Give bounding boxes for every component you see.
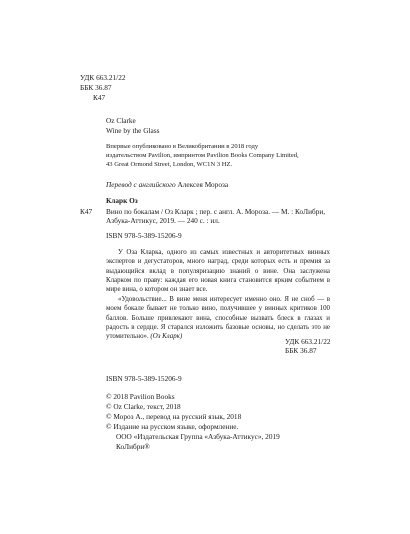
copyright-line-3: © Мороз А., перевод на русский язык, 2018	[106, 412, 242, 421]
header-bbk: ББК 36.87	[80, 83, 112, 92]
footer-bbk: ББК 36.87	[285, 346, 317, 355]
copyright-line-4: © Издание на русском языке, оформление.	[106, 422, 239, 431]
translator-name: Алексея Мороза	[177, 180, 229, 189]
original-title: Wine by the Glass	[106, 126, 160, 135]
original-author: Oz Clarke	[106, 116, 136, 125]
copyright-line-2: © Oz Clarke, текст, 2018	[106, 402, 181, 411]
copyright-line-6: КоЛибри®	[116, 442, 150, 451]
catalog-isbn: ISBN 978-5-389-15206-9	[106, 231, 182, 240]
translation-credit	[106, 180, 228, 189]
header-udk: УДК 663.21/22	[80, 73, 126, 82]
original-pub-line-2: издательством Pavilion, импринтом Pavilion Books Company Limited,	[106, 152, 299, 159]
bottom-isbn: ISBN 978-5-389-15206-9	[106, 374, 182, 383]
footer-udk: УДК 663.21/22	[285, 337, 331, 346]
annotation-quote-source: (Оз Кларк)	[150, 333, 183, 341]
annotation-paragraph-2	[106, 295, 330, 341]
original-pub-line-1: Впервые опубликовано в Великобритании в 2018 году	[106, 143, 259, 150]
copyright-line-1: © 2018 Pavilion Books	[106, 392, 175, 401]
translation-label: Перевод с английского	[106, 180, 176, 189]
catalog-mark: К47	[80, 207, 93, 216]
annotation-quote: «Удовольствие... В вине меня интересует именно оно. Я не сноб — в моем бокале бывает не только вино, получившее у винных критиков 100 баллов. Больше привлекают вина, способные вызвать блеск в глазах и радость в сердце. Я старался изложить базовые основы, но сделать это не утомительно».	[106, 296, 330, 341]
catalog-description-line-1: Вино по бокалам / Оз Кларк ; пер. с англ. А. Мороза. — М. : КоЛибри,	[106, 207, 326, 216]
copyright-line-5: ООО «Издательская Группа «Азбука-Аттикус», 2019	[116, 432, 280, 441]
catalog-author-heading: Кларк Оз	[106, 196, 138, 205]
annotation-paragraph-1: У Оза Кларка, одного из самых известных и авторитетных винных экспертов и дегустаторов, много наград, среди которых есть и премия за выдающийся вклад в популяризацию знаний о вине. Она заслужена Кларком по праву: каждая его новая книга становится ярким событием в мире вина, о котором он знает все.	[106, 249, 330, 294]
catalog-description-line-2: Азбука-Аттикус, 2019. — 240 с. : ил.	[106, 216, 220, 225]
header-author-mark: К47	[93, 93, 106, 102]
original-pub-line-3: 43 Great Ormond Street, London, WC1N 3 HZ.	[106, 161, 233, 168]
